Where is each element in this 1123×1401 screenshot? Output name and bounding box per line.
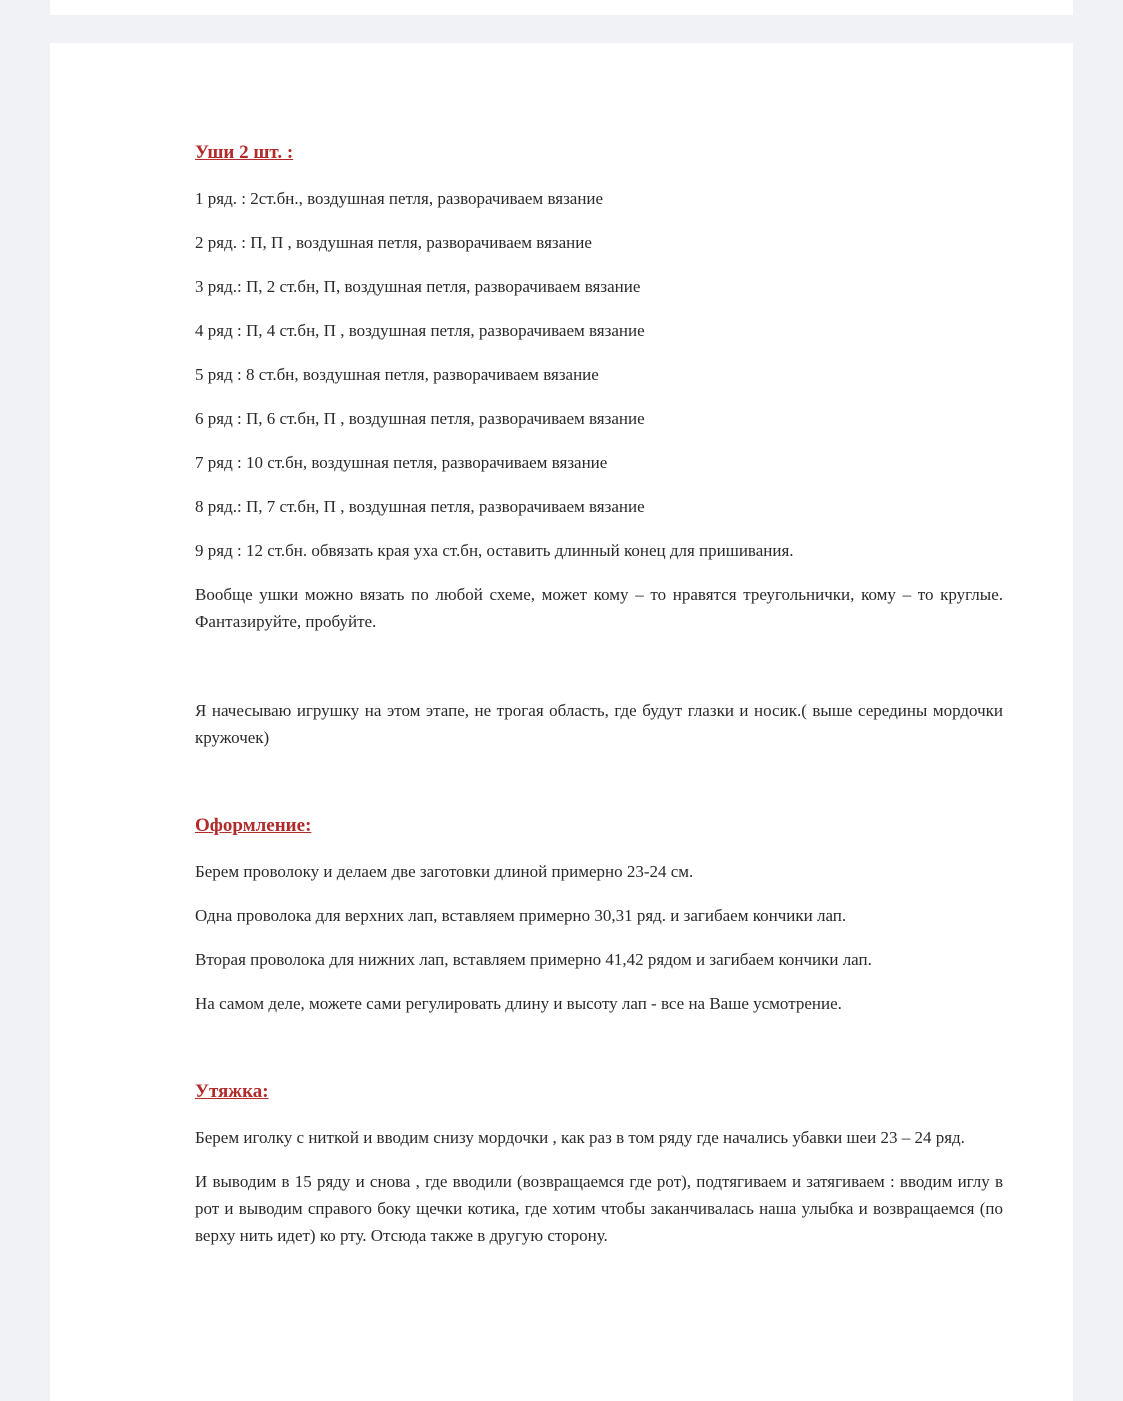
- decoration-paragraph-4: На самом деле, можете сами регулировать длину и высоту лап - все на Ваше усмотрение.: [195, 994, 842, 1013]
- brushing-note: Я начесываю игрушку на этом этапе, не трогая область, где будут глазки и носик.( выше середины мордочки кружочек): [195, 701, 1003, 747]
- ears-heading: Уши 2 шт. :: [195, 142, 294, 163]
- decoration-paragraph-3: Вторая проволока для нижних лап, вставляем примерно 41,42 рядом и загибаем кончики лап.: [195, 950, 872, 969]
- ears-row-4: 4 ряд : П, 4 ст.бн, П , воздушная петля, разворачиваем вязание: [195, 321, 645, 340]
- decoration-paragraph-2: Одна проволока для верхних лап, вставляем примерно 30,31 ряд. и загибаем кончики лап.: [195, 906, 847, 925]
- tightening-paragraph-1: Берем иголку с ниткой и вводим снизу мордочки , как раз в том ряду где начались убавки шеи 23 – 24 ряд.: [195, 1128, 965, 1147]
- ears-row-8: 8 ряд.: П, 7 ст.бн, П , воздушная петля, разворачиваем вязание: [195, 497, 645, 516]
- ears-row-9: 9 ряд : 12 ст.бн. обвязать края уха ст.бн, оставить длинный конец для пришивания.: [195, 541, 794, 560]
- document-page: [50, 43, 1073, 1401]
- ears-row-6: 6 ряд : П, 6 ст.бн, П , воздушная петля, разворачиваем вязание: [195, 409, 645, 428]
- ears-note: Вообще ушки можно вязать по любой схеме, может кому – то нравятся треугольнички, кому – то круглые. Фантазируйте, пробуйте.: [195, 585, 1003, 631]
- decoration-paragraph-1: Берем проволоку и делаем две заготовки длиной примерно 23-24 см.: [195, 862, 694, 881]
- page-content: [195, 140, 1003, 1249]
- tightening-heading: Утяжка:: [195, 1081, 269, 1102]
- previous-page-edge: [50, 0, 1073, 15]
- tightening-paragraph-2: И выводим в 15 ряду и снова , где вводили (возвращаемся где рот), подтягиваем и затягиваем : вводим иглу в рот и выводим справого боку щечки котика, где хотим чтобы заканчивалась наша улыбка и возвращаемся (по верху нить идет) ко рту. Отсюда также в другую сторону.: [195, 1172, 1003, 1245]
- ears-row-2: 2 ряд. : П, П , воздушная петля, разворачиваем вязание: [195, 233, 592, 252]
- ears-row-3: 3 ряд.: П, 2 ст.бн, П, воздушная петля, разворачиваем вязание: [195, 277, 641, 296]
- ears-row-5: 5 ряд : 8 ст.бн, воздушная петля, разворачиваем вязание: [195, 365, 599, 384]
- decoration-heading: Оформление:: [195, 815, 312, 836]
- ears-row-7: 7 ряд : 10 ст.бн, воздушная петля, разворачиваем вязание: [195, 453, 608, 472]
- ears-row-1: 1 ряд. : 2ст.бн., воздушная петля, разворачиваем вязание: [195, 189, 604, 208]
